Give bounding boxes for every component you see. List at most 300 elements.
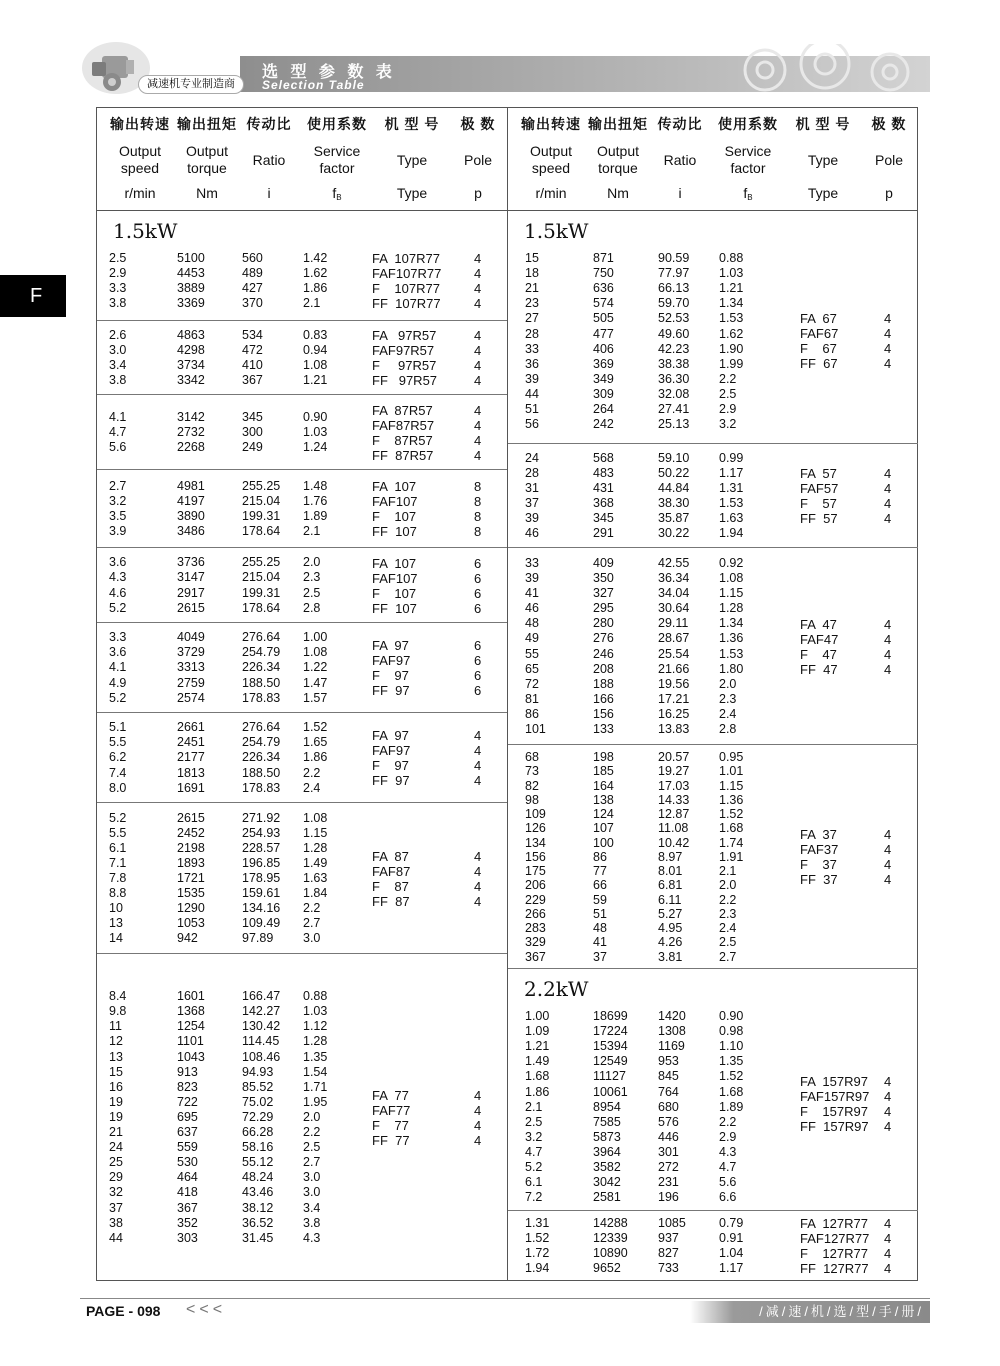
type-line bbox=[97, 683, 507, 698]
pole-count: 4 bbox=[884, 466, 892, 481]
ratio-cell: 11.08 bbox=[658, 821, 689, 836]
factor-cell: 2.2 bbox=[303, 901, 321, 916]
header-en-5: Pole bbox=[463, 152, 493, 168]
book-title: /减/速/机/选/型/手/册/ bbox=[690, 1301, 930, 1323]
speed-cell: 28 bbox=[525, 326, 539, 341]
header-en-4: Type bbox=[807, 152, 839, 168]
ratio-cell: 36.30 bbox=[658, 371, 690, 386]
speed-cell: 44 bbox=[109, 1230, 123, 1245]
type-code: F 57 bbox=[800, 496, 837, 511]
speed-cell: 56 bbox=[525, 417, 539, 432]
pole-count: 4 bbox=[474, 878, 482, 894]
factor-cell: 1.68 bbox=[719, 1084, 744, 1099]
factor-cell: 3.2 bbox=[719, 417, 737, 432]
header-cn-4: 机 型 号 bbox=[795, 116, 851, 132]
type-line bbox=[97, 494, 507, 509]
type-code: FF 97R57 bbox=[372, 373, 438, 388]
pole-count: 6 bbox=[474, 668, 482, 683]
ratio-cell: 142.27 bbox=[242, 1004, 281, 1019]
type-code: FA 97 bbox=[372, 638, 409, 653]
type-code: FAF87R57 bbox=[372, 417, 435, 433]
speed-cell: 1.09 bbox=[525, 1024, 550, 1039]
type-code: F 87R57 bbox=[372, 432, 433, 448]
type-line bbox=[97, 266, 507, 281]
pole-count: 4 bbox=[474, 1132, 482, 1148]
type-block bbox=[508, 311, 918, 371]
factor-cell: 1.22 bbox=[303, 660, 328, 675]
factor-cell: 1.62 bbox=[303, 266, 328, 281]
table-row bbox=[508, 601, 808, 616]
type-line bbox=[508, 356, 918, 371]
table-row bbox=[508, 677, 808, 692]
page-number: PAGE - 098 bbox=[86, 1303, 161, 1319]
type-line bbox=[97, 773, 507, 788]
type-line bbox=[508, 1246, 918, 1261]
type-code: FA 127R77 bbox=[800, 1216, 868, 1231]
torque-cell: 309 bbox=[593, 386, 614, 401]
factor-cell: 3.0 bbox=[303, 1170, 321, 1185]
torque-cell: 1101 bbox=[177, 1034, 204, 1049]
torque-cell: 1053 bbox=[177, 916, 205, 931]
header-units-2: i bbox=[678, 185, 682, 201]
torque-cell: 3147 bbox=[177, 570, 205, 585]
factor-cell: 1.65 bbox=[303, 735, 328, 750]
pole-count: 4 bbox=[474, 893, 482, 909]
torque-cell: 107 bbox=[593, 821, 614, 836]
factor-cell: 1.28 bbox=[303, 840, 328, 855]
factor-cell: 1.53 bbox=[719, 311, 744, 326]
torque-cell: 198 bbox=[593, 750, 614, 764]
type-code: FAF97R57 bbox=[372, 343, 435, 358]
torque-cell: 3964 bbox=[593, 1144, 621, 1159]
table-row bbox=[508, 526, 808, 541]
ratio-cell: 215.04 bbox=[242, 570, 281, 585]
pole-count: 4 bbox=[474, 432, 482, 448]
pole-count: 4 bbox=[474, 1102, 482, 1118]
type-block bbox=[508, 827, 918, 887]
speed-cell: 2.1 bbox=[525, 1099, 543, 1114]
table-row bbox=[97, 931, 397, 946]
type-block bbox=[97, 403, 507, 463]
type-code: FF 127R77 bbox=[800, 1261, 869, 1276]
table-row bbox=[508, 1039, 808, 1054]
torque-cell: 124 bbox=[593, 807, 614, 822]
speed-cell: 24 bbox=[109, 1140, 123, 1155]
ratio-cell: 31.45 bbox=[242, 1230, 274, 1245]
ratio-cell: 534 bbox=[242, 327, 263, 342]
pole-count: 4 bbox=[884, 1074, 892, 1089]
ratio-cell: 130.42 bbox=[242, 1019, 281, 1034]
ratio-cell: 953 bbox=[658, 1054, 679, 1069]
speed-cell: 21 bbox=[109, 1125, 123, 1140]
torque-cell: 3142 bbox=[177, 409, 205, 424]
type-line bbox=[508, 496, 918, 511]
factor-cell: 1.68 bbox=[719, 821, 744, 836]
pole-count: 4 bbox=[884, 1104, 892, 1119]
speed-cell: 7.2 bbox=[525, 1190, 543, 1205]
type-code: FAF37 bbox=[800, 842, 839, 857]
factor-cell: 1.94 bbox=[719, 526, 744, 541]
torque-cell: 5873 bbox=[593, 1129, 621, 1144]
type-block bbox=[97, 638, 507, 698]
torque-cell: 185 bbox=[593, 764, 614, 779]
ratio-cell: 48.24 bbox=[242, 1170, 274, 1185]
ratio-cell: 228.57 bbox=[242, 840, 281, 855]
header-cn-5: 极 数 bbox=[460, 116, 496, 132]
type-code: FA 57 bbox=[800, 466, 837, 481]
table-row bbox=[508, 692, 808, 707]
speed-cell: 46 bbox=[525, 601, 539, 616]
speed-cell: 1.68 bbox=[525, 1069, 550, 1084]
pole-count: 4 bbox=[474, 863, 482, 879]
factor-cell: 1.03 bbox=[303, 1004, 328, 1019]
footer-rule bbox=[80, 1298, 930, 1299]
table-row bbox=[508, 921, 808, 936]
factor-cell: 2.1 bbox=[719, 864, 737, 879]
ratio-cell: 254.79 bbox=[242, 735, 281, 750]
speed-cell: 4.7 bbox=[109, 424, 127, 439]
type-block bbox=[97, 849, 507, 909]
torque-cell: 1893 bbox=[177, 855, 205, 870]
torque-cell: 59 bbox=[593, 892, 607, 907]
factor-cell: 3.8 bbox=[303, 1215, 321, 1230]
speed-cell: 1.86 bbox=[525, 1084, 550, 1099]
ratio-cell: 4.95 bbox=[658, 921, 683, 936]
speed-cell: 33 bbox=[525, 341, 539, 356]
table-row bbox=[508, 1024, 808, 1039]
type-block bbox=[97, 479, 507, 539]
spec-group bbox=[508, 968, 918, 1210]
type-line bbox=[508, 466, 918, 481]
torque-cell: 295 bbox=[593, 601, 614, 616]
pole-count: 4 bbox=[884, 1119, 892, 1134]
type-line bbox=[508, 1089, 918, 1104]
speed-cell: 5.5 bbox=[109, 825, 127, 840]
torque-cell: 280 bbox=[593, 616, 614, 631]
table-row bbox=[508, 1160, 808, 1175]
factor-cell: 1.01 bbox=[719, 764, 744, 779]
type-code: FF 87R57 bbox=[372, 447, 434, 463]
header-units-4: Type bbox=[807, 185, 839, 201]
type-code: FAF127R77 bbox=[800, 1231, 870, 1246]
type-line bbox=[97, 1103, 507, 1118]
ratio-cell: 255.25 bbox=[242, 555, 281, 570]
speed-cell: 37 bbox=[525, 496, 539, 510]
header-cn-1: 输出扭矩 bbox=[177, 116, 237, 132]
factor-cell: 2.2 bbox=[719, 1114, 737, 1129]
factor-cell: 0.99 bbox=[719, 450, 744, 465]
type-code: F 97 bbox=[372, 758, 409, 773]
factor-cell: 1.91 bbox=[719, 849, 744, 864]
type-code: FF 97 bbox=[372, 773, 410, 788]
type-block bbox=[508, 1074, 918, 1134]
speed-cell: 81 bbox=[525, 691, 539, 706]
header-cn-0: 输出转速 bbox=[110, 116, 170, 132]
factor-cell: 2.9 bbox=[719, 402, 737, 416]
pole-count: 8 bbox=[474, 494, 482, 509]
factor-cell: 2.0 bbox=[303, 555, 321, 570]
torque-cell: 86 bbox=[593, 849, 607, 864]
page-header bbox=[80, 38, 930, 98]
torque-cell: 636 bbox=[593, 281, 614, 296]
table-row bbox=[97, 1065, 397, 1080]
torque-cell: 483 bbox=[593, 465, 614, 480]
ratio-cell: 489 bbox=[242, 266, 263, 281]
factor-cell: 1.15 bbox=[719, 778, 744, 793]
pole-count: 4 bbox=[474, 1117, 482, 1133]
spec-group bbox=[97, 547, 507, 622]
table-row bbox=[508, 722, 808, 737]
ratio-cell: 166.47 bbox=[242, 989, 281, 1004]
speed-cell: 18 bbox=[525, 266, 539, 281]
table-row bbox=[508, 793, 808, 808]
speed-cell: 98 bbox=[525, 792, 539, 807]
type-code: FAF97 bbox=[372, 743, 411, 758]
factor-cell: 1.08 bbox=[719, 571, 744, 585]
torque-cell: 350 bbox=[593, 571, 614, 585]
ratio-cell: 114.45 bbox=[242, 1034, 280, 1049]
table-row bbox=[97, 1155, 397, 1170]
torque-cell: 208 bbox=[593, 661, 614, 676]
factor-cell: 2.9 bbox=[719, 1129, 737, 1144]
table-row bbox=[508, 387, 808, 402]
type-block bbox=[97, 1088, 507, 1148]
torque-cell: 66 bbox=[593, 878, 607, 893]
torque-cell: 242 bbox=[593, 417, 614, 432]
header-en-1: Output torque bbox=[185, 143, 229, 176]
torque-cell: 1691 bbox=[177, 780, 205, 795]
ratio-cell: 370 bbox=[242, 296, 263, 311]
type-code: FF 97 bbox=[372, 683, 410, 698]
speed-cell: 101 bbox=[525, 722, 546, 736]
torque-cell: 12339 bbox=[593, 1231, 628, 1245]
pole-count: 8 bbox=[474, 524, 482, 539]
factor-cell: 0.88 bbox=[719, 251, 744, 265]
type-line bbox=[508, 1261, 918, 1276]
ratio-cell: 77.97 bbox=[658, 266, 690, 281]
spec-group bbox=[97, 712, 507, 802]
speed-cell: 36 bbox=[525, 356, 539, 371]
factor-cell: 1.76 bbox=[303, 493, 328, 508]
spec-group bbox=[97, 394, 507, 469]
table-row bbox=[97, 826, 397, 841]
ratio-cell: 85.52 bbox=[242, 1079, 274, 1094]
type-code: FF 37 bbox=[800, 872, 838, 887]
speed-cell: 3.8 bbox=[109, 296, 127, 311]
ratio-cell: 36.52 bbox=[242, 1215, 274, 1230]
torque-cell: 188 bbox=[593, 676, 614, 691]
factor-cell: 2.2 bbox=[719, 892, 737, 907]
ratio-cell: 199.31 bbox=[242, 509, 281, 523]
table-row bbox=[508, 451, 808, 466]
type-code: FA 37 bbox=[800, 827, 837, 842]
torque-cell: 3729 bbox=[177, 645, 205, 660]
header-cn-4: 机 型 号 bbox=[384, 116, 440, 132]
speed-cell: 6.1 bbox=[109, 840, 127, 855]
pole-count: 4 bbox=[474, 373, 482, 388]
torque-cell: 4863 bbox=[177, 327, 205, 342]
ratio-cell: 25.13 bbox=[658, 417, 690, 432]
ratio-cell: 72.29 bbox=[242, 1109, 274, 1124]
type-line bbox=[97, 864, 507, 879]
ratio-cell: 1169 bbox=[658, 1039, 685, 1054]
ratio-cell: 249 bbox=[242, 440, 263, 455]
torque-cell: 291 bbox=[593, 526, 614, 541]
header-units-5: p bbox=[474, 185, 482, 201]
header-en-1: Output torque bbox=[596, 143, 640, 176]
factor-cell: 1.03 bbox=[719, 266, 744, 281]
factor-cell: 1.28 bbox=[303, 1034, 328, 1049]
type-line bbox=[97, 328, 507, 343]
factor-cell: 1.53 bbox=[719, 646, 744, 661]
ratio-cell: 38.38 bbox=[658, 356, 690, 371]
factor-cell: 2.3 bbox=[719, 906, 737, 921]
header-units-2: i bbox=[267, 185, 271, 201]
ratio-cell: 178.83 bbox=[242, 780, 281, 795]
factor-cell: 0.91 bbox=[719, 1231, 744, 1245]
table-row bbox=[508, 402, 808, 417]
factor-cell: 1.89 bbox=[719, 1099, 744, 1114]
header-units-0: r/min bbox=[124, 185, 156, 201]
table-row bbox=[508, 1175, 808, 1190]
factor-cell: 0.94 bbox=[303, 342, 328, 357]
type-line bbox=[508, 827, 918, 842]
table-header bbox=[97, 108, 507, 211]
ratio-cell: 226.34 bbox=[242, 660, 281, 675]
ratio-cell: 159.61 bbox=[242, 886, 281, 901]
ratio-cell: 3.81 bbox=[658, 949, 683, 964]
type-block bbox=[508, 1216, 918, 1276]
factor-cell: 0.88 bbox=[303, 989, 328, 1004]
ratio-cell: 16.25 bbox=[658, 706, 690, 721]
factor-cell: 2.4 bbox=[303, 780, 321, 795]
speed-cell: 14 bbox=[109, 931, 123, 946]
type-code: FAF47 bbox=[800, 631, 839, 647]
torque-cell: 1535 bbox=[177, 886, 205, 901]
type-code: FAF97 bbox=[372, 653, 411, 668]
table-row bbox=[508, 1190, 808, 1205]
torque-cell: 15394 bbox=[593, 1039, 628, 1054]
speed-cell: 329 bbox=[525, 935, 546, 950]
speed-cell: 25 bbox=[109, 1155, 123, 1170]
type-code: F 107 bbox=[372, 585, 417, 601]
torque-cell: 823 bbox=[177, 1079, 198, 1094]
table-row bbox=[508, 281, 808, 296]
torque-cell: 1721 bbox=[177, 870, 205, 885]
factor-cell: 1.10 bbox=[719, 1039, 744, 1054]
type-line bbox=[97, 448, 507, 463]
table-row bbox=[97, 989, 397, 1004]
speed-cell: 7.8 bbox=[109, 870, 127, 885]
header-cn-2: 传动比 bbox=[657, 116, 703, 132]
pole-count: 4 bbox=[474, 758, 482, 773]
torque-cell: 913 bbox=[177, 1064, 198, 1079]
type-code: FF 107 bbox=[372, 524, 417, 539]
speed-cell: 175 bbox=[525, 864, 546, 879]
ratio-cell: 410 bbox=[242, 358, 263, 372]
header-cn-3: 使用系数 bbox=[718, 116, 778, 132]
factor-cell: 1.04 bbox=[719, 1246, 744, 1260]
speed-cell: 1.49 bbox=[525, 1054, 550, 1069]
pole-count: 4 bbox=[474, 1087, 482, 1103]
table-row bbox=[508, 251, 808, 266]
type-line bbox=[97, 894, 507, 909]
type-code: FA 107R77 bbox=[372, 251, 440, 266]
speed-cell: 3.6 bbox=[109, 645, 127, 660]
torque-cell: 3313 bbox=[177, 660, 205, 675]
factor-cell: 2.3 bbox=[303, 570, 321, 585]
torque-cell: 2615 bbox=[177, 600, 205, 615]
pole-count: 4 bbox=[884, 661, 892, 677]
pole-count: 4 bbox=[474, 343, 482, 358]
speed-cell: 3.4 bbox=[109, 358, 127, 372]
type-code: FF 77 bbox=[372, 1132, 410, 1148]
factor-cell: 1.99 bbox=[719, 356, 744, 371]
factor-cell: 0.95 bbox=[719, 750, 744, 764]
ratio-cell: 446 bbox=[658, 1129, 679, 1144]
torque-cell: 574 bbox=[593, 296, 614, 311]
spec-group bbox=[97, 622, 507, 712]
torque-cell: 368 bbox=[593, 496, 614, 510]
pole-count: 4 bbox=[884, 646, 892, 662]
type-line bbox=[97, 668, 507, 683]
type-line bbox=[97, 433, 507, 448]
header-cn-1: 输出扭矩 bbox=[588, 116, 648, 132]
spec-group bbox=[97, 469, 507, 547]
table-row bbox=[97, 1034, 397, 1049]
table-row bbox=[508, 764, 808, 779]
ratio-cell: 427 bbox=[242, 281, 263, 296]
type-line bbox=[97, 358, 507, 373]
ratio-cell: 937 bbox=[658, 1231, 679, 1245]
factor-cell: 1.80 bbox=[719, 661, 744, 676]
factor-cell: 2.0 bbox=[719, 878, 737, 893]
ratio-cell: 733 bbox=[658, 1261, 679, 1275]
type-line bbox=[508, 511, 918, 526]
factor-cell: 2.4 bbox=[719, 706, 737, 721]
ratio-cell: 28.67 bbox=[658, 631, 690, 646]
type-code: F 97R57 bbox=[372, 358, 437, 373]
speed-cell: 13 bbox=[109, 916, 123, 931]
speed-cell: 8.0 bbox=[109, 780, 127, 795]
table-header bbox=[508, 108, 918, 211]
type-code: FA 77 bbox=[372, 1087, 409, 1103]
torque-cell: 138 bbox=[593, 792, 614, 807]
speed-cell: 39 bbox=[525, 571, 539, 585]
factor-cell: 5.6 bbox=[719, 1175, 737, 1190]
torque-cell: 1290 bbox=[177, 901, 205, 916]
type-block bbox=[508, 466, 918, 526]
speed-cell: 5.2 bbox=[525, 1160, 543, 1174]
ratio-cell: 196 bbox=[658, 1190, 679, 1205]
pole-count: 4 bbox=[474, 328, 482, 343]
speed-cell: 46 bbox=[525, 526, 539, 541]
speed-cell: 28 bbox=[525, 465, 539, 480]
speed-cell: 3.8 bbox=[109, 373, 127, 388]
torque-cell: 431 bbox=[593, 480, 614, 495]
factor-cell: 2.0 bbox=[303, 1109, 321, 1124]
ratio-cell: 1085 bbox=[658, 1216, 686, 1230]
factor-cell: 1.12 bbox=[303, 1019, 328, 1034]
torque-cell: 18699 bbox=[593, 1009, 628, 1023]
factor-cell: 0.98 bbox=[719, 1024, 744, 1039]
pole-count: 4 bbox=[474, 251, 482, 266]
factor-cell: 1.08 bbox=[303, 358, 328, 372]
factor-cell: 2.2 bbox=[303, 765, 321, 780]
type-code: F 47 bbox=[800, 646, 837, 662]
type-line bbox=[508, 1074, 918, 1089]
type-line bbox=[97, 728, 507, 743]
